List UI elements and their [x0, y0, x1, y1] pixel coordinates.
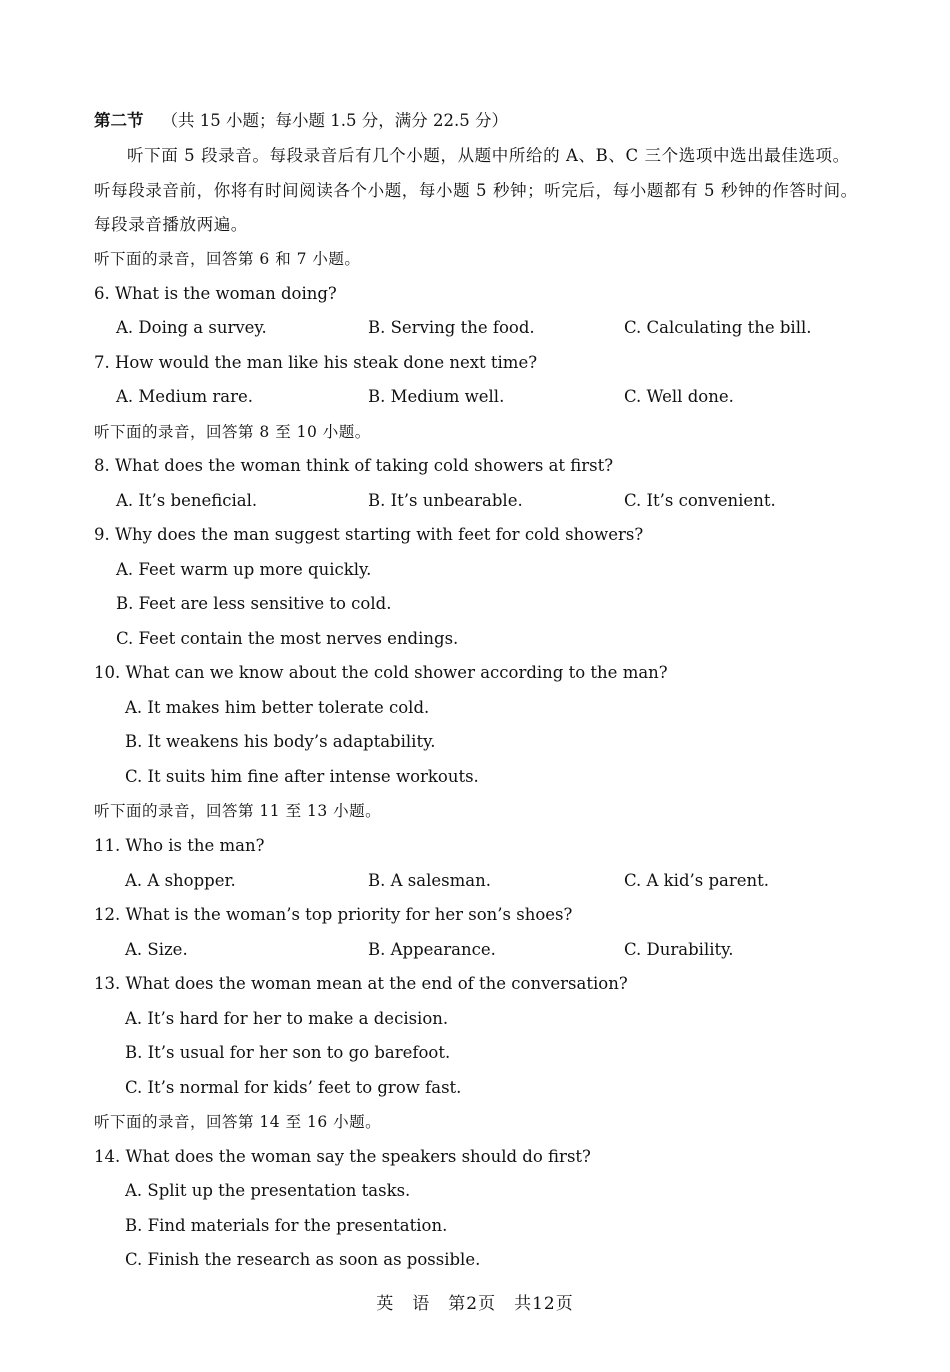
- option-a: A. Doing a survey.: [116, 318, 267, 337]
- option-a: A. It’s hard for her to make a decision.: [125, 1009, 449, 1028]
- page-footer: 英 语 第2页 共12页: [376, 1294, 574, 1314]
- section-header: [94, 110, 508, 132]
- option-b: B. Feet are less sensitive to cold.: [116, 594, 392, 613]
- listening-cue: 听下面的录音，回答第 14 至 16 小题。: [94, 1113, 382, 1131]
- option-c: C. It’s normal for kids’ feet to grow fast.: [125, 1078, 462, 1097]
- option-a: A. It’s beneficial.: [116, 491, 258, 510]
- option-a: A. A shopper.: [125, 871, 236, 890]
- question-stem: 7. How would the man like his steak done next time?: [94, 353, 538, 372]
- option-b: B. It’s usual for her son to go barefoot.: [125, 1043, 451, 1062]
- option-c: C. It suits him fine after intense workouts.: [125, 767, 479, 786]
- question-stem: 8. What does the woman think of taking cold showers at first?: [94, 456, 614, 475]
- option-b: B. It’s unbearable.: [368, 491, 523, 510]
- listening-cue: 听下面的录音，回答第 6 和 7 小题。: [94, 250, 361, 268]
- section-subtitle: （共 15 小题；每小题 1.5 分，满分 22.5 分）: [161, 111, 508, 130]
- option-c: C. It’s convenient.: [624, 491, 776, 510]
- section-instructions: 听下面 5 段录音。每段录音后有几个小题，从题中所给的 A、B、C 三个选项中选出最佳选项。听每段录音前，你将有时间阅读各个小题，每小题 5 秒钟；听完后，每小题都有 5 秒钟的作答时间。每段录音播放两遍。: [94, 146, 858, 234]
- option-c: C. A kid’s parent.: [624, 871, 770, 890]
- option-b: B. Find materials for the presentation.: [125, 1216, 448, 1235]
- option-b: B. Serving the food.: [368, 318, 535, 337]
- option-b: B. It weakens his body’s adaptability.: [125, 732, 436, 751]
- option-a: A. It makes him better tolerate cold.: [125, 698, 430, 717]
- option-a: A. Size.: [125, 940, 188, 959]
- listening-cue: 听下面的录音，回答第 11 至 13 小题。: [94, 802, 382, 820]
- option-b: B. Appearance.: [368, 940, 496, 959]
- option-c: C. Finish the research as soon as possible.: [125, 1250, 481, 1269]
- option-c: C. Feet contain the most nerves endings.: [116, 629, 459, 648]
- option-a: A. Medium rare.: [116, 387, 254, 406]
- question-stem: 13. What does the woman mean at the end of the conversation?: [94, 974, 628, 993]
- option-b: B. Medium well.: [368, 387, 505, 406]
- option-c: C. Calculating the bill.: [624, 318, 812, 337]
- question-stem: 11. Who is the man?: [94, 836, 265, 855]
- question-stem: 10. What can we know about the cold shower according to the man?: [94, 663, 668, 682]
- section-title: 第二节: [94, 111, 144, 130]
- question-stem: 12. What is the woman’s top priority for her son’s shoes?: [94, 905, 573, 924]
- option-c: C. Well done.: [624, 387, 734, 406]
- option-b: B. A salesman.: [368, 871, 491, 890]
- option-a: A. Split up the presentation tasks.: [125, 1181, 411, 1200]
- question-stem: 6. What is the woman doing?: [94, 284, 337, 303]
- option-c: C. Durability.: [624, 940, 734, 959]
- question-stem: 9. Why does the man suggest starting with feet for cold showers?: [94, 525, 644, 544]
- listening-cue: 听下面的录音，回答第 8 至 10 小题。: [94, 423, 371, 441]
- option-a: A. Feet warm up more quickly.: [116, 560, 372, 579]
- question-stem: 14. What does the woman say the speakers should do first?: [94, 1147, 591, 1166]
